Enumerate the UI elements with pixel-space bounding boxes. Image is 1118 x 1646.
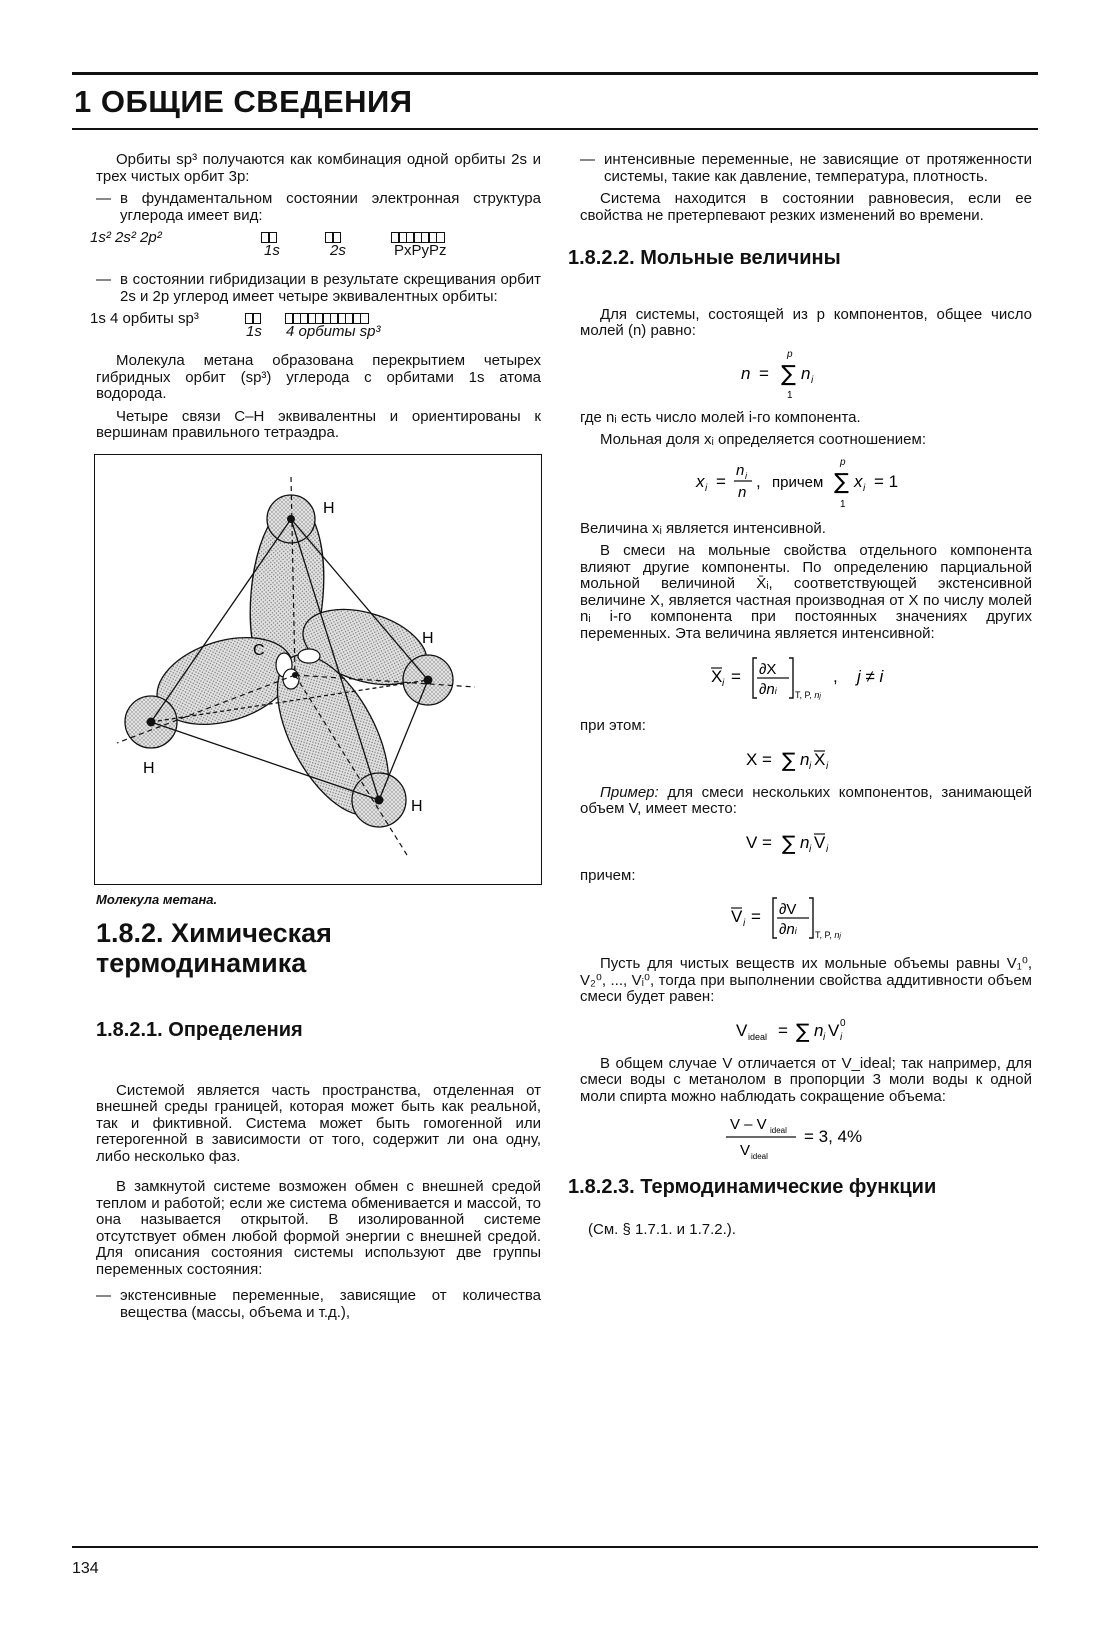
- equation-partial-volume: [731, 890, 881, 946]
- paragraph: В смеси на мольные свойства отдельного компонента влияют другие компоненты. По определению парциальной мольной величиной X̄ᵢ, соответствующей экстенсивной величине X, является частная производная от X по числу молей nᵢ i-го компонента при постоянных значениях других переменных. Эта величина является интенсивной:: [580, 542, 1032, 642]
- svg-text:=: =: [751, 907, 761, 926]
- top-rule: [72, 72, 1038, 75]
- paragraph: где nᵢ есть число молей i-го компонента.: [580, 408, 861, 426]
- svg-text:x: x: [854, 471, 863, 491]
- svg-text:X: X: [814, 749, 826, 769]
- atom-label: H: [411, 797, 423, 815]
- config-formula: 1s 4 орбиты sp³: [90, 310, 199, 327]
- svg-text:n: n: [800, 749, 810, 769]
- svg-text:j ≠ i: j ≠ i: [857, 667, 884, 686]
- equation-extensive-sum: [746, 741, 866, 775]
- paragraph: Система находится в состоянии равновесия, если ее свойства не претерпевают резких изменений во времени.: [580, 190, 1032, 224]
- svg-text:n: n: [814, 1020, 824, 1040]
- equation-partial-molar: [711, 648, 901, 708]
- svg-text:i: i: [826, 760, 829, 772]
- config-label: PxPyPz: [394, 242, 447, 259]
- paragraph: Величина xᵢ является интенсивной.: [580, 519, 826, 537]
- svg-text:ideal: ideal: [751, 1152, 768, 1161]
- svg-text:n: n: [736, 461, 745, 479]
- svg-text:n: n: [741, 363, 751, 383]
- equation-total-moles: [741, 346, 871, 400]
- config-label: 1s: [264, 242, 280, 259]
- methane-diagram: [95, 455, 541, 884]
- chapter-title: 1 ОБЩИЕ СВЕДЕНИЯ: [74, 84, 413, 119]
- svg-text:X =: X =: [746, 749, 772, 769]
- svg-text:∑: ∑: [782, 830, 796, 855]
- svg-text:V – V: V – V: [730, 1116, 767, 1133]
- svg-text:ideal: ideal: [748, 1031, 768, 1042]
- svg-text:i: i: [705, 482, 708, 494]
- svg-text:=: =: [759, 363, 769, 383]
- svg-text:i: i: [745, 470, 747, 481]
- atom-label: H: [422, 629, 434, 647]
- svg-text:∂ni: ∂ni: [779, 921, 797, 938]
- header-rule: [72, 128, 1038, 130]
- svg-text:ideal: ideal: [770, 1126, 787, 1135]
- left-column: [90, 151, 541, 1327]
- paragraph: Орбиты sp³ получаются как комбинация одной орбиты 2s и трех чистых орбит 3p:: [96, 151, 541, 185]
- svg-text:0: 0: [840, 1017, 846, 1029]
- svg-text:n: n: [738, 483, 747, 501]
- svg-text:i: i: [823, 1031, 826, 1043]
- svg-text:∑: ∑: [782, 747, 796, 772]
- svg-text:p: p: [840, 456, 846, 468]
- svg-text:n: n: [801, 363, 811, 383]
- right-column: [568, 151, 1032, 1244]
- equation-volume-sum: [746, 824, 866, 858]
- electron-config-ground: [90, 229, 541, 264]
- config-label: 2s: [330, 242, 346, 259]
- svg-text:причем: причем: [772, 473, 824, 491]
- svg-text:=: =: [778, 1020, 788, 1040]
- atom-label: H: [323, 499, 335, 517]
- svg-text:i: i: [722, 678, 725, 689]
- paragraph: (См. § 1.7.1. и 1.7.2.).: [588, 1220, 736, 1238]
- section-heading-text: 1.8.2. Химическая термодинамика: [96, 918, 332, 978]
- svg-text:i: i: [840, 1031, 843, 1043]
- svg-text:T, P, nj: T, P, nj: [815, 930, 841, 940]
- svg-text:i: i: [743, 918, 746, 929]
- figure-caption: Молекула метана.: [96, 891, 218, 907]
- paragraph: В замкнутой системе возможен обмен с внешней средой теплом и работой; если же система обменивается и массой, то она называется открытой. В изолированной системе отсутствует обмен любой формой энергии с внешней средой. Для описания состояния системы используют две группы переменных состояния:: [96, 1178, 541, 1278]
- atom-label: C: [253, 641, 265, 659]
- svg-text:= 3, 4%: = 3, 4%: [804, 1127, 863, 1146]
- svg-text:T, P, nj: T, P, nj: [795, 690, 821, 700]
- config-label: 4 орбиты sp³: [286, 323, 381, 340]
- paragraph: Четыре связи C–H эквивалентны и ориентированы к вершинам правильного тетраэдра.: [96, 407, 541, 441]
- bullet-item: — в фундаментальном состоянии электронная структура углерода имеет вид:: [96, 191, 541, 224]
- subsection-heading: 1.8.2.3. Термодинамические функции: [568, 1176, 937, 1198]
- bullet-item: — в состоянии гибридизации в результате скрещивания орбит 2s и 2p углерод имеет четыре эквивалентных орбиты:: [96, 272, 541, 305]
- svg-text:p: p: [787, 348, 793, 360]
- bullet-item: — интенсивные переменные, не зависящие от протяженности системы, такие как давление, температура, плотность.: [580, 152, 1032, 185]
- example-label: Пример:: [600, 783, 659, 801]
- paragraph: Системой является часть пространства, отделенная от внешней среды границей, которая может быть как реальной, так и фиктивной. Система может быть гомогенной или гетерогенной в зависимости от того, содержит ли она одну, либо несколько фаз.: [96, 1081, 541, 1165]
- svg-text:i: i: [809, 843, 812, 855]
- paragraph: причем:: [580, 866, 636, 884]
- svg-text:V: V: [740, 1142, 751, 1159]
- svg-text:1: 1: [840, 498, 846, 510]
- svg-text:x: x: [696, 471, 705, 491]
- atom-label: H: [143, 759, 155, 777]
- subsection-heading: 1.8.2.1. Определения: [96, 1019, 303, 1041]
- svg-text:V: V: [731, 907, 743, 926]
- svg-text:n: n: [800, 832, 810, 852]
- svg-text:,: ,: [756, 471, 761, 491]
- paragraph: Для системы, состоящей из p компонентов, общее число молей (n) равно:: [580, 305, 1032, 339]
- section-heading: [96, 918, 541, 978]
- svg-text:∂V: ∂V: [779, 901, 797, 918]
- svg-text:i: i: [863, 482, 866, 494]
- svg-text:i: i: [826, 843, 829, 855]
- svg-text:1: 1: [787, 389, 793, 401]
- svg-text:∂X: ∂X: [759, 661, 777, 678]
- paragraph: при этом:: [580, 717, 646, 734]
- svg-text:∑: ∑: [781, 361, 796, 387]
- electron-config-hybrid: [90, 310, 541, 345]
- config-label: 1s: [246, 323, 262, 340]
- equation-ideal-volume: [736, 1012, 876, 1046]
- subsection-heading: 1.8.2.2. Мольные величины: [568, 247, 841, 269]
- svg-text:X: X: [711, 667, 723, 686]
- svg-text:= 1: = 1: [874, 471, 899, 491]
- svg-text:V: V: [828, 1020, 840, 1040]
- svg-text:=: =: [731, 667, 741, 686]
- equation-mole-fraction: [696, 455, 916, 511]
- svg-text:V =: V =: [746, 832, 772, 852]
- svg-text:V: V: [736, 1020, 748, 1040]
- svg-text:∑: ∑: [834, 469, 849, 495]
- svg-text:=: =: [716, 471, 726, 491]
- paragraph: Молекула метана образована перекрытием четырех гибридных орбит (sp³) углерода с орбитами 1s атома водорода.: [96, 352, 541, 402]
- equation-volume-contraction: [726, 1111, 886, 1163]
- carbon-nucleus: [292, 672, 298, 678]
- svg-text:,: ,: [833, 667, 838, 686]
- paragraph: [580, 785, 1032, 818]
- paragraph-text: для смеси нескольких компонентов, занимающей объем V, имеет место:: [580, 783, 1032, 817]
- paragraph: Пусть для чистых веществ их мольные объемы равны V₁⁰, V₂⁰, ..., Vᵢ⁰, тогда при выполнении свойства аддитивности объем смеси будет равен:: [580, 955, 1032, 1005]
- svg-text:V: V: [814, 832, 826, 852]
- svg-text:∑: ∑: [796, 1018, 810, 1043]
- paragraph: В общем случае V отличается от V_ideal; так например, для смеси воды с метанолом в пропорции 3 моли воды к одной моли спирта можно наблюдать сокращение объема:: [580, 1054, 1032, 1105]
- svg-text:∂ni: ∂ni: [759, 681, 777, 698]
- svg-text:i: i: [809, 760, 812, 772]
- page-number: 134: [72, 1560, 99, 1577]
- paragraph: Мольная доля xᵢ определяется соотношением:: [600, 431, 927, 448]
- footer-rule: [72, 1546, 1038, 1548]
- config-formula: 1s² 2s² 2p²: [90, 229, 162, 246]
- bullet-item: — экстенсивные переменные, зависящие от количества вещества (массы, объема и т.д.),: [96, 1288, 541, 1321]
- svg-text:i: i: [811, 374, 814, 386]
- methane-figure: [94, 454, 542, 885]
